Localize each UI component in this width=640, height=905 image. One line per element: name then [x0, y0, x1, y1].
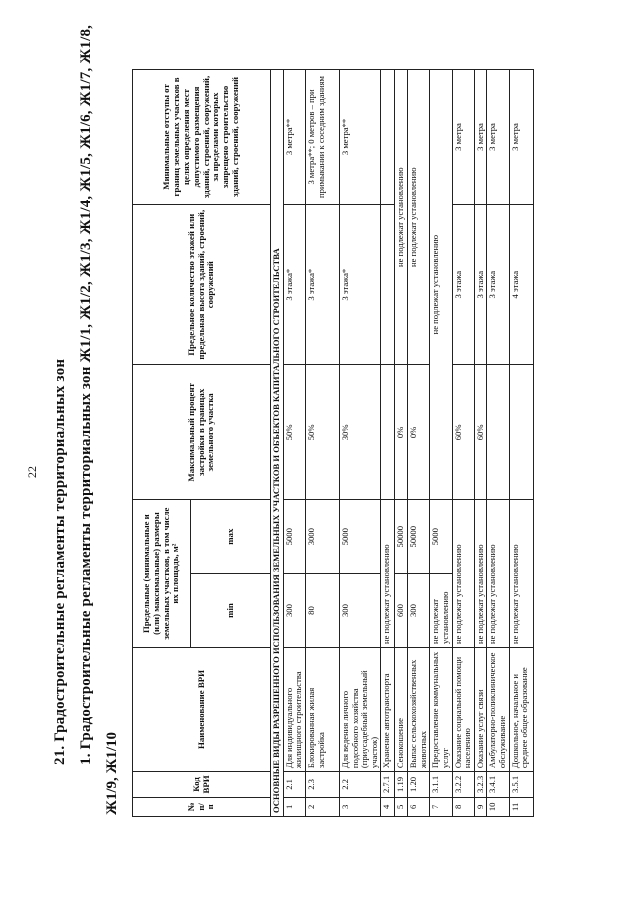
table-row: 5 1.19 Сенокошение 600 50000 0% не подлежат установлению [395, 70, 408, 817]
table-row: 2 2.3 Блокированная жилая застройка 80 3000 50% 3 этажа* 3 метра**; 0 метров – при примыкании к соседним зданиям [305, 70, 339, 817]
section-heading: 21. Градостроительные регламенты территориальных зон [52, 358, 68, 765]
table-row: 6 1.20 Выпас сельскохозяйственных животных 300 50000 0% не подлежат установлению [408, 70, 430, 817]
table-row: 4 2.7.1 Хранение автотранспорта не подлежат установлению [381, 70, 395, 817]
subsection-heading-continued: Ж1/9, Ж1/10 [104, 732, 120, 815]
subsection-heading: 1. Градостроительные регламенты территориальных зон Ж1/1, Ж1/2, Ж1/3, Ж1/4, Ж1/5, Ж1/6, Ж1/7, Ж1/8, [78, 24, 94, 765]
table-row: 8 3.2.2 Оказание социальной помощи населению не подлежат установлению 60% 3 этажа 3 метра [452, 70, 474, 817]
col-header-code: Код ВРИ [133, 772, 271, 798]
col-header-max: max [191, 500, 271, 574]
col-header-name: Наименование ВРИ [133, 647, 271, 771]
col-header-size: Предельные (минимальные и (или) максимальные) размеры земельных участков, в том числе их площадь, м² [133, 500, 191, 648]
table-row: 9 3.2.3 Оказание услуг связи не подлежат установлению 60% 3 этажа 3 метра [474, 70, 487, 817]
col-header-floors: Предельное количество этажей или предельная высота зданий, строений, сооружений [133, 204, 271, 365]
col-header-num: № п/п [133, 797, 271, 816]
section-row: ОСНОВНЫЕ ВИДЫ РАЗРЕШЕННОГО ИСПОЛЬЗОВАНИЯ ЗЕМЕЛЬНЫХ УЧАСТКОВ И ОБЪЕКТОВ КАПИТАЛЬНОГО СТРОИТЕЛЬСТВА [271, 70, 284, 817]
table-row: 11 3.5.1 Дошкольное, начальное и среднее общее образование не подлежат установлению 4 этажа 3 метра [509, 70, 533, 817]
page-number: 22 [25, 466, 39, 478]
regulations-table [132, 69, 534, 817]
table-row: 1 2.1 Для индивидуального жилищного строительства 300 5000 50% 3 этажа* 3 метра** [283, 70, 305, 817]
table-row: 10 3.4.1 Амбулаторно-поликлиническое обслуживание не подлежат установлению 3 этажа 3 метра [487, 70, 509, 817]
col-header-setback: Минимальные отступы от границ земельных участков в целях определения мест допустимого размещения зданий, строений, сооружений, за пределами которых запрещено строительство зданий, строений, сооружений [133, 70, 271, 205]
col-header-min: min [191, 574, 271, 648]
table-row: 7 3.1.1 Предоставление коммунальных услуг не подлежат установлению 5000 не подлежат установлению [430, 70, 452, 817]
col-header-percent: Максимальный процент застройки в границах земельного участка [133, 365, 271, 500]
table-row: 3 2.2 Для ведения личного подсобного хозяйства (приусадебный земельный участок) 300 5000 30% 3 этажа* 3 метра** [339, 70, 381, 817]
